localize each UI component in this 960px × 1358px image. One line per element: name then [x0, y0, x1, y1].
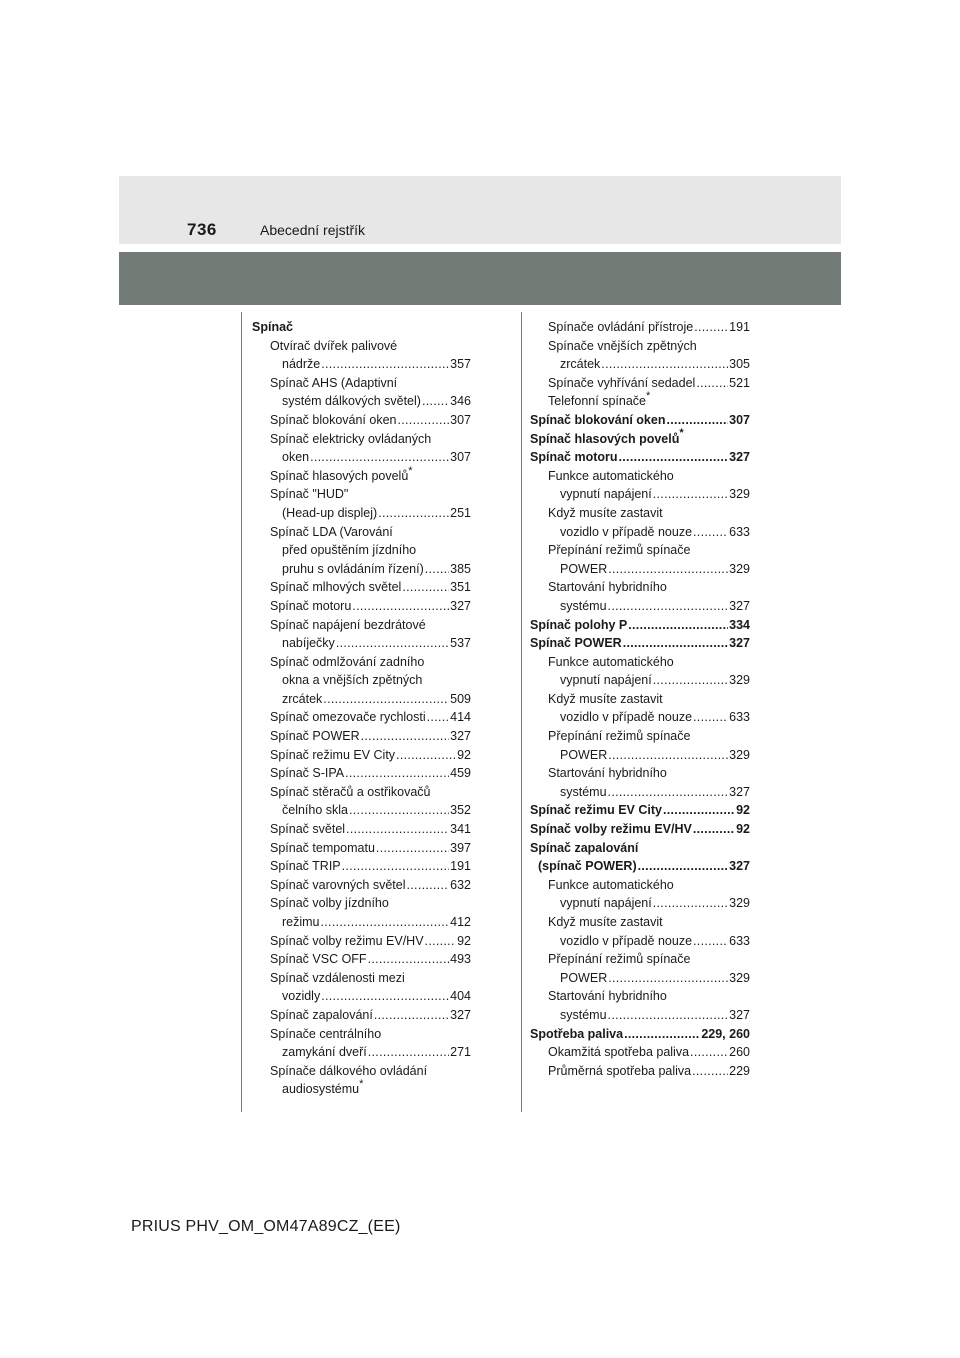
index-entry-text: vozidlo v případě nouze: [560, 933, 693, 948]
index-entry: [530, 523, 750, 542]
page-reference: 414: [450, 710, 471, 725]
dot-leader: [349, 801, 449, 820]
index-entry-text: systému: [560, 598, 607, 613]
index-entry: [252, 764, 471, 783]
asterisk-icon: *: [408, 464, 413, 477]
page-reference: 459: [450, 766, 471, 781]
index-entry: [530, 708, 750, 727]
index-entry-text: Otvírač dvířek palivové: [270, 338, 398, 353]
dot-leader: [663, 801, 735, 820]
index-entry: [530, 950, 750, 969]
index-entry-text: vozidlo v případě nouze: [560, 710, 693, 725]
index-entry: [530, 690, 750, 709]
index-entry: [530, 671, 750, 690]
index-entry-text: Spínač světel: [270, 822, 346, 837]
column-divider-left: [241, 312, 242, 1112]
index-entry-text: Přepínání režimů spínače: [548, 543, 691, 558]
index-entry: [252, 485, 471, 504]
index-entry: [252, 616, 471, 635]
dot-leader: [368, 1043, 449, 1062]
page-reference: 327: [729, 859, 750, 874]
index-entry: [252, 504, 471, 523]
index-entry-text: vypnutí napájení: [560, 896, 652, 911]
index-entry-text: Spínač AHS (Adaptivní: [270, 375, 398, 390]
index-entry: [252, 801, 471, 820]
index-entry-text: Spínač hlasových povelů: [530, 431, 680, 446]
index-entry-text: Startování hybridního: [548, 766, 667, 781]
dot-leader: [693, 820, 735, 839]
index-entry: [252, 690, 471, 709]
index-entry: [252, 894, 471, 913]
index-entry: [530, 541, 750, 560]
header-bar: [119, 252, 841, 305]
dot-leader: [693, 932, 728, 951]
index-entry-text: Funkce automatického: [548, 468, 674, 483]
dot-leader: [422, 392, 449, 411]
index-entry: [530, 839, 750, 858]
page-reference: 327: [729, 636, 750, 651]
index-entry: [252, 746, 471, 765]
page-reference: 537: [450, 636, 471, 651]
index-entry-text: vozidlo v případě nouze: [560, 524, 693, 539]
index-entry-text: Spínače centrálního: [270, 1026, 382, 1041]
index-entry: [530, 857, 750, 876]
dot-leader: [696, 374, 728, 393]
index-entry: [530, 578, 750, 597]
page-reference: 329: [729, 970, 750, 985]
index-entry-text: Spínač POWER: [530, 636, 622, 651]
page-reference: 307: [729, 412, 750, 427]
index-entry-text: Spínač režimu EV City: [530, 803, 662, 818]
page-reference: 327: [729, 784, 750, 799]
page-reference: 260: [729, 1045, 750, 1060]
index-entry: [252, 653, 471, 672]
index-entry-text: Spínač volby režimu EV/HV: [530, 822, 692, 837]
index-entry-text: Funkce automatického: [548, 654, 674, 669]
index-entry-text: Když musíte zastavit: [548, 505, 663, 520]
page-reference: 397: [450, 840, 471, 855]
index-entry: [252, 634, 471, 653]
index-entry-text: Spínač volby jízdního: [270, 896, 389, 911]
index-entry-text: systému: [560, 1007, 607, 1022]
index-entry: [530, 427, 750, 449]
index-entry-text: oken: [282, 450, 310, 465]
index-entry: [530, 467, 750, 486]
index-entry: [252, 597, 471, 616]
index-entry-text: POWER: [560, 561, 608, 576]
index-entry-text: okna a vnějších zpětných: [282, 673, 423, 688]
index-entry: [252, 430, 471, 449]
index-entry-text: pruhu s ovládáním řízení): [282, 561, 424, 576]
index-entry: [252, 839, 471, 858]
index-entry-text: Spínač varovných světel: [270, 877, 406, 892]
index-entry-text: zamykání dveří: [282, 1045, 367, 1060]
page-reference: 346: [450, 394, 471, 409]
page-reference: 327: [729, 598, 750, 613]
dot-leader: [376, 839, 449, 858]
index-entry-text: (spínač POWER): [538, 859, 637, 874]
index-entry-text: čelního skla: [282, 803, 349, 818]
page-reference: 191: [729, 320, 750, 334]
page-reference: 329: [729, 673, 750, 688]
index-entry: [252, 708, 471, 727]
index-entry: [252, 1025, 471, 1044]
dot-leader: [336, 634, 449, 653]
index-entry-text: zrcátek: [282, 691, 323, 706]
page-reference: 92: [736, 803, 750, 818]
index-column-right: [530, 318, 750, 1080]
index-entry: [530, 876, 750, 895]
index-entry: [252, 578, 471, 597]
page-reference: 404: [450, 989, 471, 1004]
index-entry-text: Průměrná spotřeba paliva: [548, 1063, 692, 1078]
page-reference: 357: [450, 357, 471, 372]
dot-leader: [628, 616, 728, 635]
index-entry-text: Funkce automatického: [548, 877, 674, 892]
index-entry-text: Spínač S-IPA: [270, 766, 345, 781]
page-reference: 191: [450, 859, 471, 874]
page-reference: 351: [450, 580, 471, 595]
index-entry-text: Spínač volby režimu EV/HV: [270, 933, 424, 948]
index-column-left: [252, 318, 471, 1099]
index-entry-text: Spínač motoru: [530, 450, 618, 465]
dot-leader: [608, 597, 729, 616]
index-entry: [530, 597, 750, 616]
dot-leader: [374, 1006, 449, 1025]
index-entry-text: Spínač: [252, 320, 293, 334]
page-reference: 92: [457, 933, 471, 948]
dot-leader: [323, 690, 449, 709]
index-entry: [530, 969, 750, 988]
index-entry-text: Spínače ovládání přístroje: [548, 320, 694, 334]
dot-leader: [608, 560, 728, 579]
index-entry-text: Spínač odmlžování zadního: [270, 654, 425, 669]
index-entry-text: Spínače dálkového ovládání: [270, 1063, 428, 1078]
page-reference: 307: [450, 412, 471, 427]
index-entry-text: zrcátek: [560, 357, 601, 372]
index-entry: [530, 932, 750, 951]
index-entry: [252, 337, 471, 356]
index-entry: [530, 801, 750, 820]
index-entry-text: Spínače vyhřívání sedadel: [548, 375, 696, 390]
page-reference: 92: [736, 822, 750, 837]
dot-leader: [694, 318, 728, 337]
dot-leader: [361, 727, 450, 746]
index-entry: [530, 727, 750, 746]
dot-leader: [321, 355, 449, 374]
index-entry-text: Spínač elektricky ovládaných: [270, 431, 432, 446]
page-reference: 327: [450, 598, 471, 613]
index-entry-text: Spínač motoru: [270, 598, 352, 613]
page-reference: 327: [729, 450, 750, 465]
index-entry-text: Spínač LDA (Varování: [270, 524, 393, 539]
index-entry: [252, 374, 471, 393]
dot-leader: [407, 876, 450, 895]
section-title: Abecední rejstřík: [260, 222, 366, 238]
asterisk-icon: *: [679, 427, 684, 440]
index-entry-text: Spínač blokování oken: [270, 412, 397, 427]
index-entry-text: Spotřeba paliva: [530, 1026, 624, 1041]
index-entry: [530, 746, 750, 765]
page-reference: 352: [450, 803, 471, 818]
page-reference: 305: [729, 357, 750, 372]
dot-leader: [397, 411, 449, 430]
index-entry: [530, 485, 750, 504]
dot-leader: [653, 894, 728, 913]
index-entry-text: Startování hybridního: [548, 580, 667, 595]
index-entry-text: nádrže: [282, 357, 321, 372]
page-reference: 493: [450, 952, 471, 967]
index-entry-text: Startování hybridního: [548, 989, 667, 1004]
index-entry-text: Spínač zapalování: [270, 1007, 373, 1022]
dot-leader: [666, 411, 728, 430]
page-reference: 327: [450, 1007, 471, 1022]
index-entry: [530, 616, 750, 635]
dot-leader: [638, 857, 729, 876]
dot-leader: [352, 597, 449, 616]
index-entry-text: Okamžitá spotřeba paliva: [548, 1045, 690, 1060]
page-reference: 329: [729, 747, 750, 762]
index-entry-text: vypnutí napájení: [560, 673, 652, 688]
index-entry-text: Spínač "HUD": [270, 487, 349, 502]
index-entry-text: vypnutí napájení: [560, 487, 652, 502]
index-entry-text: Když musíte zastavit: [548, 691, 663, 706]
index-entry-text: Spínače vnějších zpětných: [548, 338, 697, 353]
dot-leader: [693, 523, 728, 542]
page-reference: 251: [450, 505, 471, 520]
index-entry-text: Spínač hlasových povelů: [270, 468, 409, 483]
index-entry: [252, 392, 471, 411]
dot-leader: [425, 932, 457, 951]
page-reference: 633: [729, 524, 750, 539]
dot-leader: [692, 1062, 728, 1081]
page-reference: 633: [729, 710, 750, 725]
page-reference: 633: [729, 933, 750, 948]
index-entry-text: audiosystému: [282, 1082, 360, 1097]
index-entry: [252, 411, 471, 430]
index-entry: [252, 820, 471, 839]
dot-leader: [402, 578, 449, 597]
index-entry-text: (Head-up displej): [282, 505, 378, 520]
index-entry: [530, 894, 750, 913]
index-entry-text: Spínač TRIP: [270, 859, 341, 874]
dot-leader: [396, 746, 456, 765]
page-reference: 341: [450, 822, 471, 837]
index-entry: [252, 541, 471, 560]
index-entry-text: Přepínání režimů spínače: [548, 729, 691, 744]
index-entry: [252, 671, 471, 690]
index-entry-text: Spínač zapalování: [530, 840, 639, 855]
index-entry-text: Spínač VSC OFF: [270, 952, 367, 967]
page-reference: 329: [729, 896, 750, 911]
index-entry: [530, 987, 750, 1006]
index-entry-text: Spínač tempomatu: [270, 840, 375, 855]
index-entry: [530, 411, 750, 430]
dot-leader: [346, 820, 449, 839]
index-entry: [252, 1043, 471, 1062]
dot-leader: [425, 560, 449, 579]
dot-leader: [321, 987, 449, 1006]
index-entry: [252, 448, 471, 467]
index-entry: [252, 1080, 471, 1099]
dot-leader: [693, 708, 728, 727]
asterisk-icon: *: [359, 1078, 364, 1091]
page-reference: 327: [729, 1007, 750, 1022]
index-entry-text: Spínač omezovače rychlosti: [270, 710, 426, 725]
index-entry: [530, 764, 750, 783]
index-entry-text: POWER: [560, 747, 608, 762]
index-entry-text: Přepínání režimů spínače: [548, 952, 691, 967]
index-entry: [252, 932, 471, 951]
index-entry: [530, 820, 750, 839]
index-entry: [530, 783, 750, 802]
asterisk-icon: *: [646, 390, 651, 403]
index-entry: [252, 969, 471, 988]
page-reference: 509: [450, 691, 471, 706]
page-reference: 521: [729, 375, 750, 390]
dot-leader: [608, 783, 729, 802]
dot-leader: [345, 764, 449, 783]
index-entry-text: Spínač režimu EV City: [270, 747, 396, 762]
index-entry: [252, 560, 471, 579]
index-entry-text: před opuštěním jízdního: [282, 543, 417, 558]
index-entry: [530, 1025, 750, 1044]
index-entry: [252, 857, 471, 876]
index-entry: [252, 783, 471, 802]
dot-leader: [624, 1025, 700, 1044]
dot-leader: [608, 746, 728, 765]
index-entry-text: systém dálkových světel): [282, 394, 421, 409]
dot-leader: [427, 708, 450, 727]
index-entry: [252, 355, 471, 374]
page-reference: 412: [450, 915, 471, 929]
dot-leader: [608, 969, 728, 988]
index-entry-text: režimu: [282, 915, 320, 929]
dot-leader: [608, 1006, 729, 1025]
dot-leader: [653, 671, 728, 690]
index-entry: [530, 560, 750, 579]
index-entry: [530, 913, 750, 932]
index-entry: [252, 318, 471, 337]
index-entry-text: Telefonní spínače: [548, 394, 646, 409]
dot-leader: [321, 913, 450, 932]
page-reference: 92: [457, 747, 471, 762]
index-entry-text: Spínač stěračů a ostřikovačů: [270, 784, 431, 799]
index-entry: [252, 1006, 471, 1025]
index-entry: [252, 987, 471, 1006]
page-reference: 329: [729, 487, 750, 502]
index-entry: [252, 464, 471, 486]
page-reference: 229, 260: [701, 1026, 750, 1041]
index-entry-text: systému: [560, 784, 607, 799]
index-entry: [530, 355, 750, 374]
index-entry: [530, 374, 750, 393]
index-entry: [530, 504, 750, 523]
page-reference: 385: [450, 561, 471, 576]
index-entry: [530, 1006, 750, 1025]
index-entry-text: Spínač napájení bezdrátové: [270, 617, 426, 632]
header-band: [119, 176, 841, 244]
index-entry: [530, 318, 750, 337]
index-entry: [530, 392, 750, 411]
page-reference: 271: [450, 1045, 471, 1060]
index-entry: [252, 523, 471, 542]
index-entry-text: POWER: [560, 970, 608, 985]
index-entry: [252, 876, 471, 895]
page-reference: 334: [729, 617, 750, 632]
index-entry: [530, 1062, 750, 1081]
index-entry-text: Spínač polohy P: [530, 617, 628, 632]
index-entry: [252, 727, 471, 746]
dot-leader: [342, 857, 450, 876]
page-reference: 229: [729, 1063, 750, 1078]
index-entry-text: Když musíte zastavit: [548, 915, 663, 929]
index-entry: [252, 913, 471, 932]
dot-leader: [619, 448, 729, 467]
page-reference: 327: [450, 729, 471, 744]
page-reference: 632: [450, 877, 471, 892]
index-entry-text: Spínač blokování oken: [530, 412, 666, 427]
dot-leader: [368, 950, 450, 969]
index-entry-text: Spínač mlhových světel: [270, 580, 402, 595]
column-divider-middle: [521, 312, 522, 1112]
index-entry: [530, 634, 750, 653]
index-entry: [252, 950, 471, 969]
dot-leader: [378, 504, 449, 523]
dot-leader: [310, 448, 449, 467]
index-entry: [530, 337, 750, 356]
dot-leader: [601, 355, 728, 374]
index-entry-text: Spínač POWER: [270, 729, 360, 744]
index-entry: [530, 448, 750, 467]
dot-leader: [623, 634, 728, 653]
page-reference: 329: [729, 561, 750, 576]
index-entry-text: vozidly: [282, 989, 321, 1004]
page-number: 736: [187, 220, 217, 239]
dot-leader: [690, 1043, 728, 1062]
document-footer: PRIUS PHV_OM_OM47A89CZ_(EE): [131, 1218, 401, 1235]
page-reference: 307: [450, 450, 471, 465]
index-entry-text: nabíječky: [282, 636, 335, 651]
index-entry-text: Spínač vzdálenosti mezi: [270, 970, 405, 985]
index-entry: [530, 653, 750, 672]
dot-leader: [653, 485, 728, 504]
index-entry: [530, 1043, 750, 1062]
